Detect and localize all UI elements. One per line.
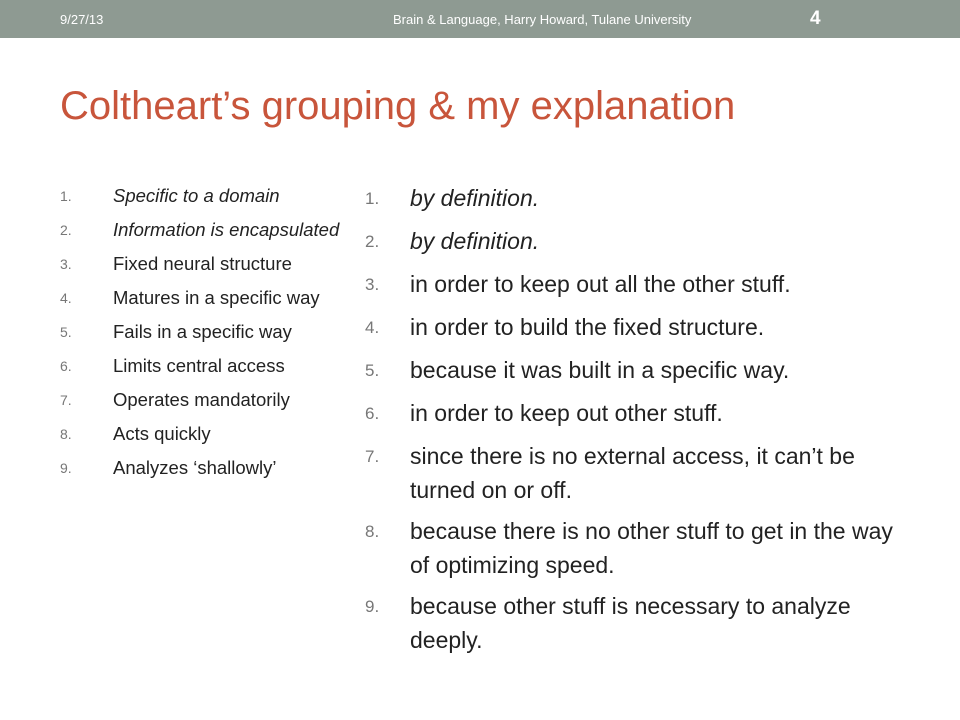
list-text: in order to keep out other stuff.	[410, 400, 723, 426]
list-item	[60, 284, 350, 312]
list-number: 9.	[365, 597, 380, 616]
list-item	[60, 250, 350, 278]
explanations-list	[365, 181, 905, 664]
list-number: 9.	[60, 460, 72, 476]
list-number: 7.	[60, 392, 72, 408]
list-item	[60, 386, 350, 414]
list-text: Operates mandatorily	[113, 389, 290, 410]
slide-title: Coltheart’s grouping & my explanation	[60, 84, 736, 128]
list-text: by definition.	[410, 228, 540, 254]
list-text: since there is no external access, it can’t be turned on or off.	[410, 443, 855, 503]
list-text: Limits central access	[113, 355, 285, 376]
list-text: Information is encapsulated	[113, 219, 340, 240]
list-text: because other stuff is necessary to analyze deeply.	[410, 593, 851, 653]
list-text: Specific to a domain	[113, 185, 280, 206]
slide-footer: Brain & Language, Harry Howard, Tulane University	[393, 12, 692, 27]
list-number: 6.	[60, 358, 72, 374]
slide-number: 4	[810, 8, 821, 29]
list-number: 8.	[365, 522, 380, 541]
list-number: 8.	[60, 426, 72, 442]
list-text: in order to keep out all the other stuff.	[410, 271, 791, 297]
list-item	[365, 589, 905, 657]
list-item	[365, 224, 905, 260]
list-number: 3.	[60, 256, 72, 272]
list-item	[365, 310, 905, 346]
list-number: 5.	[365, 361, 380, 380]
list-item	[365, 353, 905, 389]
list-item	[365, 181, 905, 217]
list-text: Fixed neural structure	[113, 253, 292, 274]
list-number: 1.	[60, 188, 72, 204]
list-item	[60, 216, 350, 244]
list-number: 7.	[365, 447, 380, 466]
list-text: Analyzes ‘shallowly’	[113, 457, 277, 478]
list-text: Matures in a specific way	[113, 287, 320, 308]
list-item	[60, 318, 350, 346]
list-text: by definition.	[410, 185, 540, 211]
list-text: Fails in a specific way	[113, 321, 292, 342]
list-item	[60, 454, 350, 482]
list-item	[365, 439, 905, 507]
list-number: 5.	[60, 324, 72, 340]
list-number: 2.	[365, 232, 380, 251]
slide-date: 9/27/13	[60, 12, 104, 27]
list-text: in order to build the fixed structure.	[410, 314, 765, 340]
list-number: 4.	[60, 290, 72, 306]
list-number: 6.	[365, 404, 380, 423]
list-text: because there is no other stuff to get in the way of optimizing speed.	[410, 518, 893, 578]
list-number: 2.	[60, 222, 72, 238]
list-item	[60, 420, 350, 448]
list-text: Acts quickly	[113, 423, 211, 444]
list-number: 4.	[365, 318, 380, 337]
list-number: 1.	[365, 189, 380, 208]
list-item	[365, 396, 905, 432]
list-item	[60, 352, 350, 380]
header-bar	[0, 0, 960, 38]
list-text: because it was built in a specific way.	[410, 357, 790, 383]
list-number: 3.	[365, 275, 380, 294]
characteristics-list	[60, 182, 350, 488]
list-item	[365, 267, 905, 303]
list-item	[365, 514, 905, 582]
list-item	[60, 182, 350, 210]
